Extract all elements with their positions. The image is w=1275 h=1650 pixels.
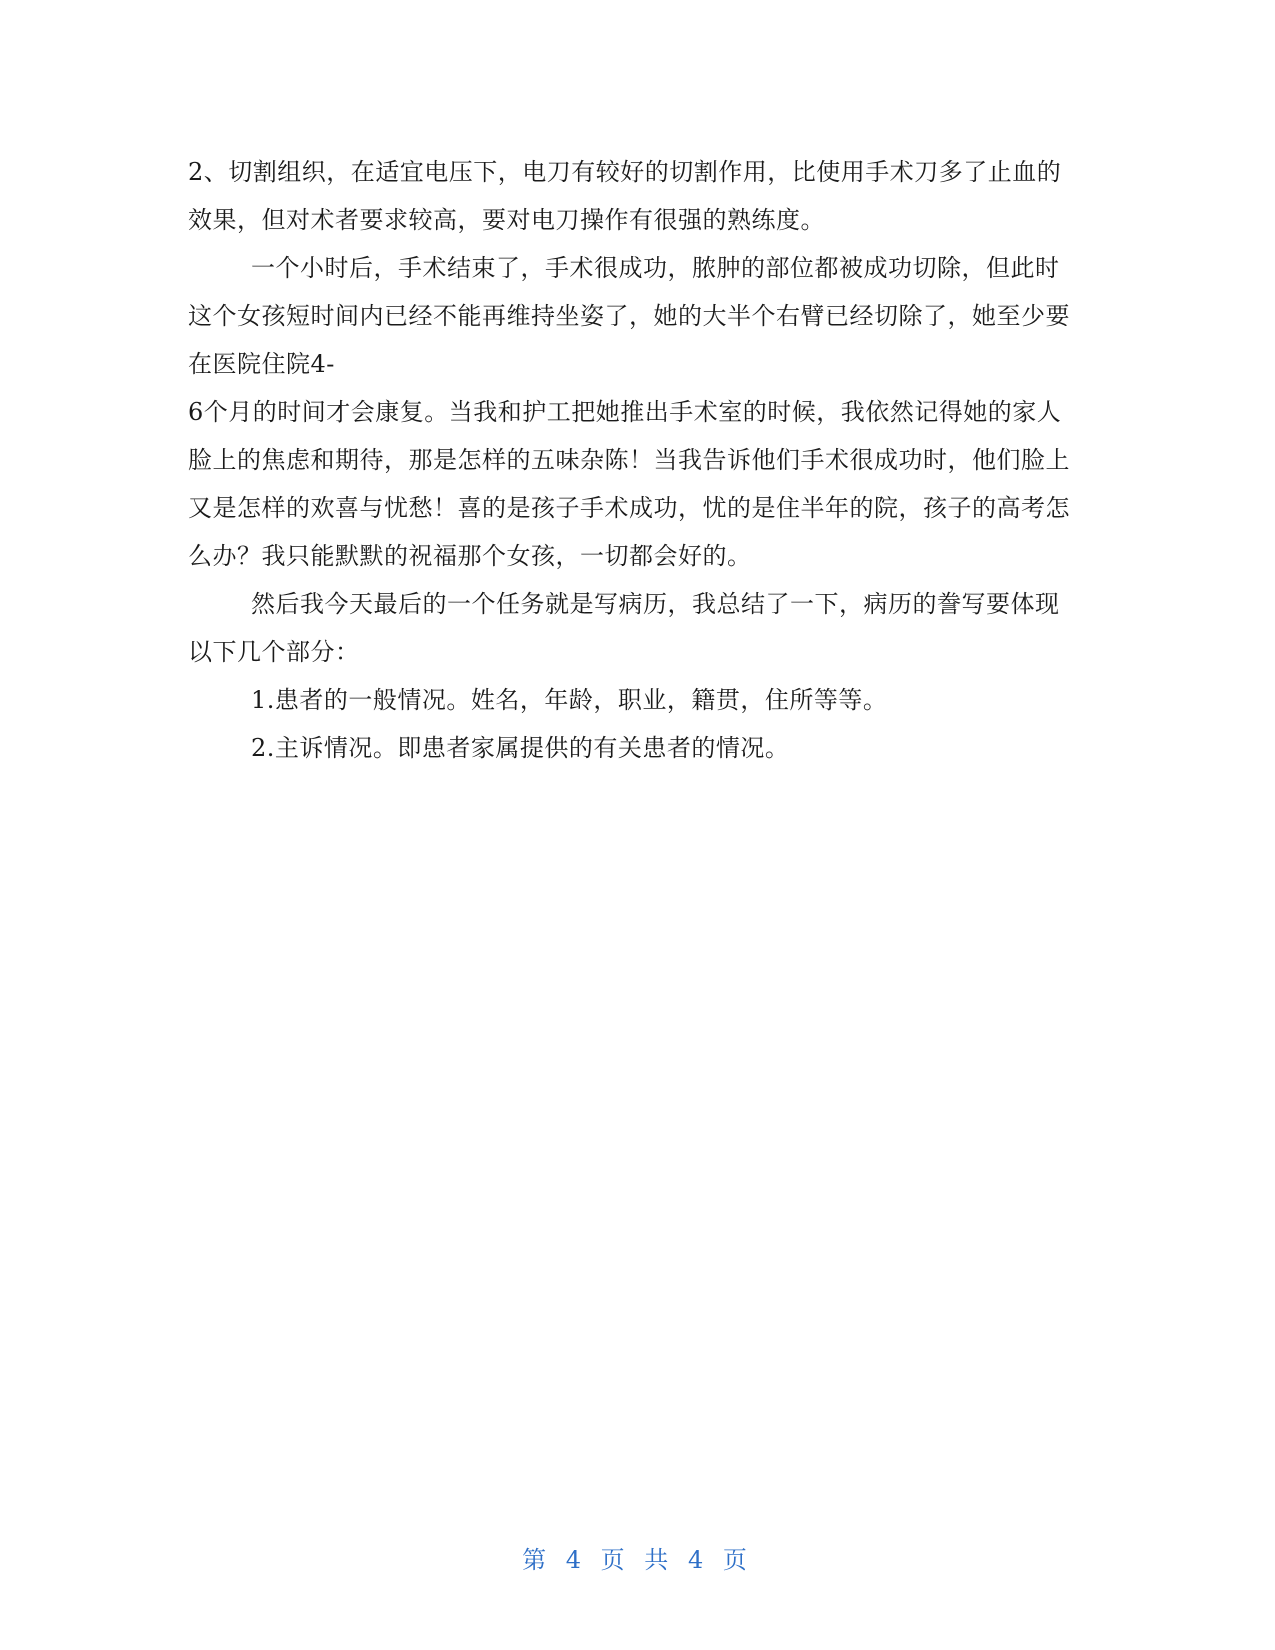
list-item: 2.主诉情况。即患者家属提供的有关患者的情况。	[251, 734, 790, 762]
text-line: 以下几个部分：	[188, 638, 360, 666]
text-line: 效果，但对术者要求较高，要对电刀操作有很强的熟练度。	[188, 206, 825, 234]
text-line: 然后我今天最后的一个任务就是写病历，我总结了一下，病历的誊写要体现	[251, 590, 1060, 618]
text-line: 2、切割组织，在适宜电压下，电刀有较好的切割作用，比使用手术刀多了止血的	[188, 158, 1062, 186]
text-line: 在医院住院4-	[188, 350, 335, 378]
document-body	[188, 148, 1088, 772]
text-line: 6个月的时间才会康复。当我和护工把她推出手术室的时候，我依然记得她的家人	[188, 398, 1062, 426]
list-item: 1.患者的一般情况。姓名，年龄，职业，籍贯，住所等等。	[251, 686, 888, 714]
text-line: 又是怎样的欢喜与忧愁！喜的是孩子手术成功，忧的是住半年的院，孩子的高考怎	[188, 494, 1070, 522]
text-line: 这个女孩短时间内已经不能再维持坐姿了，她的大半个右臂已经切除了，她至少要	[188, 302, 1070, 330]
page-number-footer: 第 4 页 共 4 页	[522, 1546, 753, 1574]
text-line: 一个小时后，手术结束了，手术很成功，脓肿的部位都被成功切除，但此时	[251, 254, 1060, 282]
text-line: 脸上的焦虑和期待，那是怎样的五味杂陈！当我告诉他们手术很成功时，他们脸上	[188, 446, 1070, 474]
text-line: 么办？我只能默默的祝福那个女孩，一切都会好的。	[188, 542, 752, 570]
